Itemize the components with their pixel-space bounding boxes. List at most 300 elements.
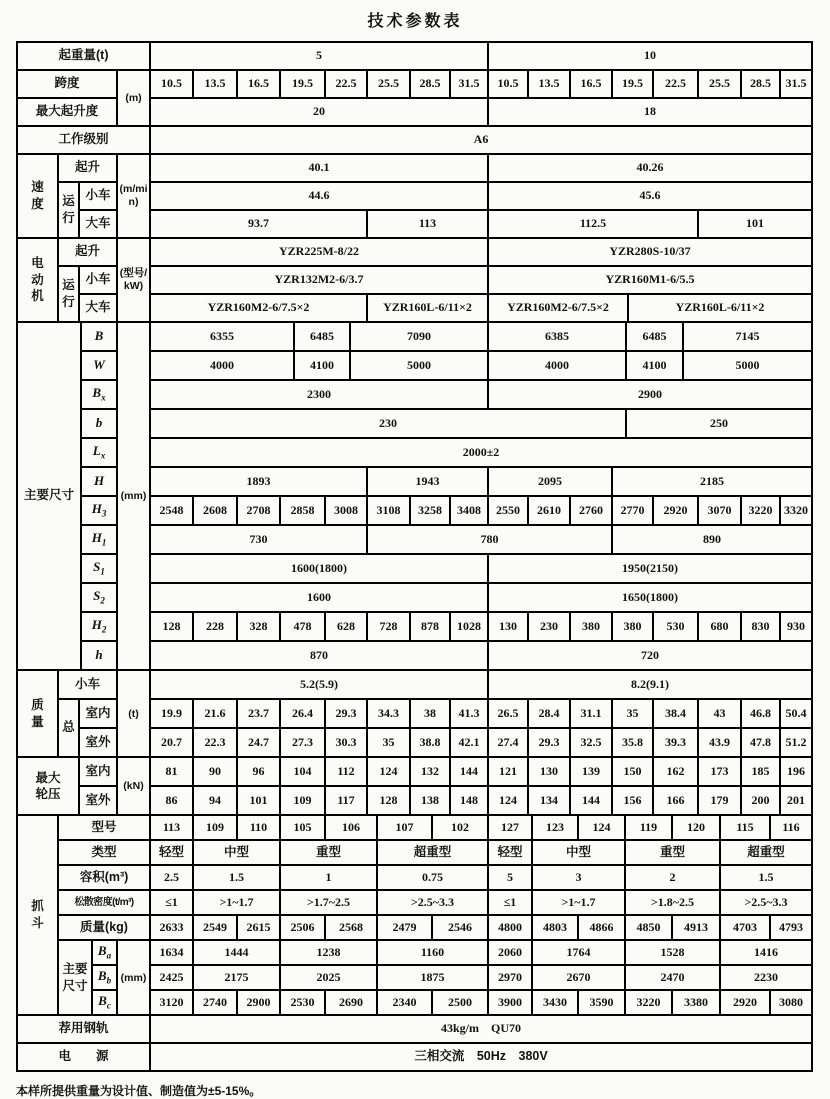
value-cell: 3430 <box>532 990 578 1015</box>
value-cell: 156 <box>612 786 653 815</box>
value-cell: 2000±2 <box>150 438 812 467</box>
label-total: 总 <box>58 699 79 757</box>
value-cell: 40.26 <box>488 154 812 182</box>
row-grab-Ba <box>17 940 812 965</box>
value-cell: 29.3 <box>325 699 367 728</box>
value-cell: 115 <box>720 815 770 840</box>
row-grab-density <box>17 890 812 915</box>
value-cell: 230 <box>528 612 570 641</box>
value-cell: 三相交流 50Hz 380V <box>150 1043 812 1071</box>
value-cell: 2425 <box>150 965 193 990</box>
value-cell: 112 <box>325 757 367 786</box>
value-cell: 4850 <box>625 915 672 940</box>
value-cell: >2.5~3.3 <box>720 890 812 915</box>
footnote: 本样所提供重量为设计值、制造值为±5-15%。 <box>16 1084 262 1098</box>
value-cell: 3320 <box>780 496 812 525</box>
value-cell: 2.5 <box>150 865 193 890</box>
value-cell: 230 <box>150 409 626 438</box>
row-motor-hoist <box>17 238 812 266</box>
subscript: 2 <box>101 624 107 635</box>
row-speed-hoist <box>17 154 812 182</box>
value-cell: 重型 <box>280 840 377 865</box>
value-cell: 5.2(5.9) <box>150 670 488 699</box>
value-cell: 26.5 <box>488 699 528 728</box>
label-travelling <box>58 266 79 322</box>
label-dim-W: W <box>81 351 117 380</box>
value-cell: 25.5 <box>367 70 410 98</box>
value-cell: 1444 <box>193 940 280 965</box>
value-cell: 1.5 <box>193 865 280 890</box>
value-cell: 128 <box>367 786 410 815</box>
value-cell: 38.4 <box>653 699 698 728</box>
unit-text: (mm) <box>120 971 147 984</box>
value-cell: 148 <box>450 786 488 815</box>
value-cell: 13.5 <box>528 70 570 98</box>
value-cell: 2670 <box>532 965 625 990</box>
value-cell: 138 <box>410 786 450 815</box>
row-wheel-indoor <box>17 757 812 786</box>
value-cell: 107 <box>377 815 432 840</box>
value-cell: 28.4 <box>528 699 570 728</box>
value-cell: 1.5 <box>720 865 812 890</box>
section-grab <box>16 814 813 1016</box>
value-cell: 1028 <box>450 612 488 641</box>
value-cell: 3220 <box>741 496 780 525</box>
value-cell: 19.5 <box>612 70 653 98</box>
label-dim-Bx: $B_x$ <box>81 380 117 409</box>
value-cell: 4100 <box>294 351 350 380</box>
value-cell: 1160 <box>377 940 488 965</box>
value-cell: 2470 <box>625 965 720 990</box>
value-cell: 134 <box>528 786 570 815</box>
label-text: 速度 <box>31 180 44 211</box>
value-cell: 5 <box>150 42 488 70</box>
value-cell: 24.7 <box>237 728 280 757</box>
subscript: b <box>106 975 112 986</box>
value-cell: >2.5~3.3 <box>377 890 488 915</box>
value-cell: 重型 <box>625 840 720 865</box>
label-grab-Bc: $B_c$ <box>92 990 117 1015</box>
value-cell: 2340 <box>377 990 432 1015</box>
row-power <box>17 1043 812 1071</box>
value-cell: 930 <box>780 612 812 641</box>
value-cell: 50.4 <box>780 699 812 728</box>
value-cell: >1.7~2.5 <box>280 890 377 915</box>
value-cell: 1875 <box>377 965 488 990</box>
label-text: 抓斗 <box>31 899 44 930</box>
unit-text: (m/min) <box>119 183 148 208</box>
value-cell: 162 <box>653 757 698 786</box>
label-grab-section <box>17 815 58 1015</box>
value-cell: 6355 <box>150 322 294 351</box>
value-cell: 127 <box>488 815 532 840</box>
value-cell: 35 <box>367 728 410 757</box>
value-cell: 2175 <box>193 965 280 990</box>
value-cell: 112.5 <box>488 210 698 238</box>
value-cell: 1950(2150) <box>488 554 812 583</box>
value-cell: 250 <box>626 409 812 438</box>
value-cell: 2549 <box>193 915 237 940</box>
value-cell: 478 <box>280 612 325 641</box>
value-cell: 2300 <box>150 380 488 409</box>
value-cell: 47.8 <box>741 728 780 757</box>
label-dim-h: h <box>81 641 117 670</box>
value-cell: YZR160M1-6/5.5 <box>488 266 812 294</box>
value-cell: 3590 <box>578 990 625 1015</box>
unit-mass-t <box>117 670 150 757</box>
label-speed-section <box>17 154 58 238</box>
value-cell: 3220 <box>625 990 672 1015</box>
value-cell: 1600(1800) <box>150 554 488 583</box>
label-outdoor: 室外 <box>79 728 117 757</box>
label-grab-main-dims <box>58 940 92 1015</box>
value-cell: 730 <box>150 525 367 554</box>
unit-text: (m) <box>125 92 142 105</box>
value-cell: 21.6 <box>193 699 237 728</box>
unit-text: (mm) <box>120 490 147 503</box>
value-cell: 870 <box>150 641 488 670</box>
section-motor <box>16 237 813 323</box>
value-cell: 中型 <box>193 840 280 865</box>
value-cell: 28.5 <box>410 70 450 98</box>
value-cell: 3900 <box>488 990 532 1015</box>
section-main-dimensions <box>16 321 813 671</box>
section-wheel-load <box>16 756 813 816</box>
label-trolley: 小车 <box>79 266 117 294</box>
label-grab-mass: 质量(kg) <box>58 915 150 940</box>
label-dim-H1: $H_1$ <box>81 525 117 554</box>
value-cell: 27.4 <box>488 728 528 757</box>
page-title: 技术参数表 <box>367 13 463 30</box>
label-span: 跨度 <box>17 70 117 98</box>
value-cell: 3258 <box>410 496 450 525</box>
value-cell: 3120 <box>150 990 193 1015</box>
value-cell: YZR160M2-6/7.5×2 <box>488 294 628 322</box>
value-cell: 2770 <box>612 496 653 525</box>
value-cell: 200 <box>741 786 780 815</box>
value-cell: 3070 <box>698 496 741 525</box>
value-cell: 30.3 <box>325 728 367 757</box>
label-text: 主要尺寸 <box>62 962 88 993</box>
value-cell: 1943 <box>367 467 488 496</box>
value-cell: 1893 <box>150 467 367 496</box>
label-crane: 大车 <box>79 294 117 322</box>
unit-speed <box>117 154 150 238</box>
value-cell: 29.3 <box>528 728 570 757</box>
value-cell: 2900 <box>237 990 280 1015</box>
value-cell: 2548 <box>150 496 193 525</box>
value-cell: A6 <box>150 126 812 154</box>
label-hoisting: 起升 <box>58 238 117 266</box>
subscript: 1 <box>100 566 105 577</box>
value-cell: 2025 <box>280 965 377 990</box>
value-cell: 38 <box>410 699 450 728</box>
subscript: x <box>100 450 106 461</box>
label-text: 最大轮压 <box>35 770 61 801</box>
value-cell: 2060 <box>488 940 532 965</box>
value-cell: 144 <box>570 786 612 815</box>
value-cell: YZR160L-6/11×2 <box>367 294 488 322</box>
label-grab-capacity: 容积(m³) <box>58 865 150 890</box>
value-cell: 轻型 <box>488 840 532 865</box>
value-cell: 2095 <box>488 467 612 496</box>
value-cell: 1 <box>280 865 377 890</box>
value-cell: 7145 <box>683 322 812 351</box>
value-cell: 4703 <box>720 915 770 940</box>
value-cell: 4803 <box>532 915 578 940</box>
value-cell: 32.5 <box>570 728 612 757</box>
label-outdoor: 室外 <box>79 786 117 815</box>
value-cell: 轻型 <box>150 840 193 865</box>
value-cell: 173 <box>698 757 741 786</box>
value-cell: 2690 <box>325 990 377 1015</box>
row-dim-B <box>17 322 812 351</box>
label-dim-b: b <box>81 409 117 438</box>
label-grab-type: 类型 <box>58 840 150 865</box>
value-cell: >1~1.7 <box>193 890 280 915</box>
value-cell: 4800 <box>488 915 532 940</box>
value-cell: 2608 <box>193 496 237 525</box>
value-cell: 13.5 <box>193 70 237 98</box>
section-rail-power <box>16 1014 813 1072</box>
value-cell: 38.8 <box>410 728 450 757</box>
label-travelling <box>58 182 79 238</box>
value-cell: 6485 <box>294 322 350 351</box>
value-cell: 19.5 <box>280 70 325 98</box>
value-cell: 2920 <box>720 990 770 1015</box>
value-cell: 39.3 <box>653 728 698 757</box>
label-duty-class: 工作级别 <box>17 126 150 154</box>
label-dim-H3: $H_3$ <box>81 496 117 525</box>
label-text: 电动机 <box>31 255 44 304</box>
value-cell: >1~1.7 <box>532 890 625 915</box>
label-mass-section <box>17 670 58 757</box>
value-cell: 43 <box>698 699 741 728</box>
value-cell: 2506 <box>280 915 325 940</box>
value-cell: 123 <box>532 815 578 840</box>
value-cell: 2615 <box>237 915 280 940</box>
value-cell: 超重型 <box>720 840 812 865</box>
label-motor-section <box>17 238 58 322</box>
value-cell: 116 <box>770 815 812 840</box>
value-cell: 1416 <box>720 940 812 965</box>
label-crane: 大车 <box>79 210 117 238</box>
label-dim-B: B <box>81 322 117 351</box>
value-cell: 117 <box>325 786 367 815</box>
value-cell: 1764 <box>532 940 625 965</box>
value-cell: 2610 <box>528 496 570 525</box>
value-cell: 6485 <box>626 322 683 351</box>
value-cell: 8.2(9.1) <box>488 670 812 699</box>
value-cell: YZR280S-10/37 <box>488 238 812 266</box>
value-cell: 4793 <box>770 915 812 940</box>
label-dim-S2: $S_2$ <box>81 583 117 612</box>
value-cell: 中型 <box>532 840 625 865</box>
value-cell: 380 <box>612 612 653 641</box>
value-cell: 150 <box>612 757 653 786</box>
value-cell: 121 <box>488 757 528 786</box>
value-cell: 380 <box>570 612 612 641</box>
value-cell: 113 <box>150 815 193 840</box>
label-trolley: 小车 <box>79 182 117 210</box>
value-cell: 28.5 <box>741 70 780 98</box>
value-cell: 104 <box>280 757 325 786</box>
value-cell: 2760 <box>570 496 612 525</box>
subscript: x <box>101 392 106 403</box>
value-cell: 16.5 <box>237 70 280 98</box>
value-cell: 628 <box>325 612 367 641</box>
value-cell: 2740 <box>193 990 237 1015</box>
row-grab-model <box>17 815 812 840</box>
value-cell: 34.3 <box>367 699 410 728</box>
value-cell: 81 <box>150 757 193 786</box>
label-dim-S1: $S_1$ <box>81 554 117 583</box>
value-cell: 35.8 <box>612 728 653 757</box>
label-text: 质量 <box>31 697 44 729</box>
value-cell: 31.5 <box>780 70 812 98</box>
value-cell: 20 <box>150 98 488 126</box>
value-cell: 45.6 <box>488 182 812 210</box>
label-text: 运行 <box>62 278 75 309</box>
value-cell: 185 <box>741 757 780 786</box>
value-cell: 86 <box>150 786 193 815</box>
value-cell: 18 <box>488 98 812 126</box>
label-text: 运行 <box>62 194 75 225</box>
value-cell: 5000 <box>683 351 812 380</box>
value-cell: 530 <box>653 612 698 641</box>
value-cell: 5000 <box>350 351 488 380</box>
subscript: 3 <box>101 508 107 519</box>
label-indoor: 室内 <box>79 699 117 728</box>
value-cell: 196 <box>780 757 812 786</box>
value-cell: 105 <box>280 815 325 840</box>
value-cell: 119 <box>625 815 672 840</box>
value-cell: 4000 <box>488 351 626 380</box>
section-mass <box>16 669 813 758</box>
value-cell: 1634 <box>150 940 193 965</box>
value-cell: 2185 <box>612 467 812 496</box>
row-rail <box>17 1015 812 1043</box>
unit-kn <box>117 757 150 815</box>
label-hoisting: 起升 <box>58 154 117 182</box>
subscript: a <box>106 950 112 961</box>
value-cell: 728 <box>367 612 410 641</box>
value-cell: 26.4 <box>280 699 325 728</box>
value-cell: 106 <box>325 815 377 840</box>
value-cell: 2546 <box>432 915 488 940</box>
value-cell: 96 <box>237 757 280 786</box>
value-cell: 102 <box>432 815 488 840</box>
value-cell: 51.2 <box>780 728 812 757</box>
label-rail: 荐用钢轨 <box>17 1015 150 1043</box>
unit-mm <box>117 322 150 670</box>
subscript: c <box>106 1000 111 1011</box>
subscript: 2 <box>100 595 105 606</box>
value-cell: 22.3 <box>193 728 237 757</box>
unit-motor <box>117 238 150 322</box>
value-cell: 46.8 <box>741 699 780 728</box>
value-cell: 22.5 <box>653 70 698 98</box>
value-cell: YZR160M2-6/7.5×2 <box>150 294 367 322</box>
value-cell: 2479 <box>377 915 432 940</box>
value-cell: YZR225M-8/22 <box>150 238 488 266</box>
label-max-lifting-height: 最大起升度 <box>17 98 117 126</box>
value-cell: 1600 <box>150 583 488 612</box>
value-cell: 3080 <box>770 990 812 1015</box>
value-cell: 1238 <box>280 940 377 965</box>
value-cell: 23.7 <box>237 699 280 728</box>
row-lifting-capacity <box>17 42 812 70</box>
value-cell: 2568 <box>325 915 377 940</box>
value-cell: 132 <box>410 757 450 786</box>
value-cell: 109 <box>280 786 325 815</box>
value-cell: 201 <box>780 786 812 815</box>
value-cell: 2920 <box>653 496 698 525</box>
row-duty-class <box>17 126 812 154</box>
value-cell: ≤1 <box>488 890 532 915</box>
value-cell: 22.5 <box>325 70 367 98</box>
value-cell: >1.8~2.5 <box>625 890 720 915</box>
value-cell: 3108 <box>367 496 410 525</box>
label-dim-H2: $H_2$ <box>81 612 117 641</box>
unit-text: (t) <box>128 707 139 720</box>
value-cell: 2633 <box>150 915 193 940</box>
label-grab-model: 型号 <box>58 815 150 840</box>
section-speed <box>16 153 813 239</box>
value-cell: 4866 <box>578 915 625 940</box>
value-cell: 43kg/m QU70 <box>150 1015 812 1043</box>
value-cell: 166 <box>653 786 698 815</box>
value-cell: 10.5 <box>488 70 528 98</box>
value-cell: 3408 <box>450 496 488 525</box>
value-cell: 19.9 <box>150 699 193 728</box>
value-cell: 31.5 <box>450 70 488 98</box>
value-cell: 93.7 <box>150 210 367 238</box>
parameters-table <box>16 41 814 1072</box>
value-cell: 878 <box>410 612 450 641</box>
subscript: 1 <box>101 537 107 548</box>
row-grab-mass <box>17 915 812 940</box>
value-cell: 31.1 <box>570 699 612 728</box>
value-cell: 1528 <box>625 940 720 965</box>
row-grab-type <box>17 840 812 865</box>
value-cell: 20.7 <box>150 728 193 757</box>
value-cell: 4100 <box>626 351 683 380</box>
label-lifting-capacity: 起重量(t) <box>17 42 150 70</box>
value-cell: 144 <box>450 757 488 786</box>
label-main-dimensions: 主要尺寸 <box>17 322 81 670</box>
value-cell: ≤1 <box>150 890 193 915</box>
value-cell: 43.9 <box>698 728 741 757</box>
value-cell: 109 <box>193 815 237 840</box>
label-dim-Lx: $L_x$ <box>81 438 117 467</box>
value-cell: 139 <box>570 757 612 786</box>
value-cell: 16.5 <box>570 70 612 98</box>
label-indoor: 室内 <box>79 757 117 786</box>
value-cell: 94 <box>193 786 237 815</box>
label-grab-Bb: $B_b$ <box>92 965 117 990</box>
value-cell: 44.6 <box>150 182 488 210</box>
value-cell: 130 <box>528 757 570 786</box>
value-cell: 124 <box>367 757 410 786</box>
row-span <box>17 70 812 98</box>
unit-text: (kN) <box>123 780 144 793</box>
value-cell: 2970 <box>488 965 532 990</box>
value-cell: 0.75 <box>377 865 488 890</box>
label-wheel-load-section <box>17 757 79 815</box>
label-power: 电 源 <box>17 1043 150 1071</box>
value-cell: 5 <box>488 865 532 890</box>
